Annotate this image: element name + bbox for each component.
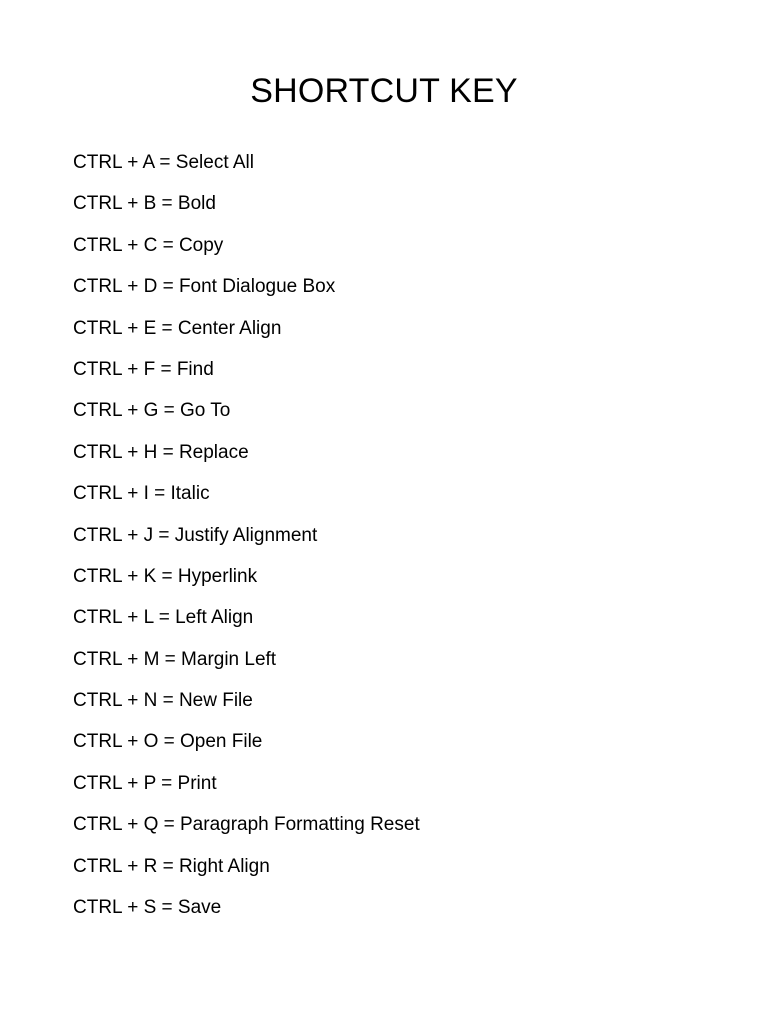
shortcut-item-ctrl-l: CTRL + L = Left Align — [73, 607, 254, 629]
shortcut-item-ctrl-d: CTRL + D = Font Dialogue Box — [73, 276, 336, 298]
shortcut-item-ctrl-r: CTRL + R = Right Align — [73, 855, 270, 877]
shortcut-item-ctrl-m: CTRL + M = Margin Left — [73, 648, 277, 670]
shortcut-item-ctrl-q: CTRL + Q = Paragraph Formatting Reset — [73, 814, 420, 836]
shortcut-item-ctrl-e: CTRL + E = Center Align — [73, 317, 282, 339]
shortcut-item-ctrl-k: CTRL + K = Hyperlink — [73, 565, 258, 587]
shortcut-item-ctrl-f: CTRL + F = Find — [73, 358, 214, 380]
shortcut-item-ctrl-i: CTRL + I = Italic — [73, 483, 210, 505]
shortcut-item-ctrl-n: CTRL + N = New File — [73, 690, 253, 712]
shortcut-item-ctrl-s: CTRL + S = Save — [73, 897, 222, 919]
shortcut-item-ctrl-b: CTRL + B = Bold — [73, 193, 216, 215]
shortcut-item-ctrl-j: CTRL + J = Justify Alignment — [73, 524, 318, 546]
shortcut-item-ctrl-h: CTRL + H = Replace — [73, 441, 249, 463]
shortcut-item-ctrl-p: CTRL + P = Print — [73, 772, 217, 794]
shortcut-item-ctrl-o: CTRL + O = Open File — [73, 731, 263, 753]
page-title: SHORTCUT KEY — [250, 72, 518, 110]
shortcut-item-ctrl-g: CTRL + G = Go To — [73, 400, 231, 422]
shortcut-item-ctrl-a: CTRL + A = Select All — [73, 152, 254, 173]
shortcut-item-ctrl-c: CTRL + C = Copy — [73, 234, 224, 256]
shortcut-list — [73, 150, 420, 936]
